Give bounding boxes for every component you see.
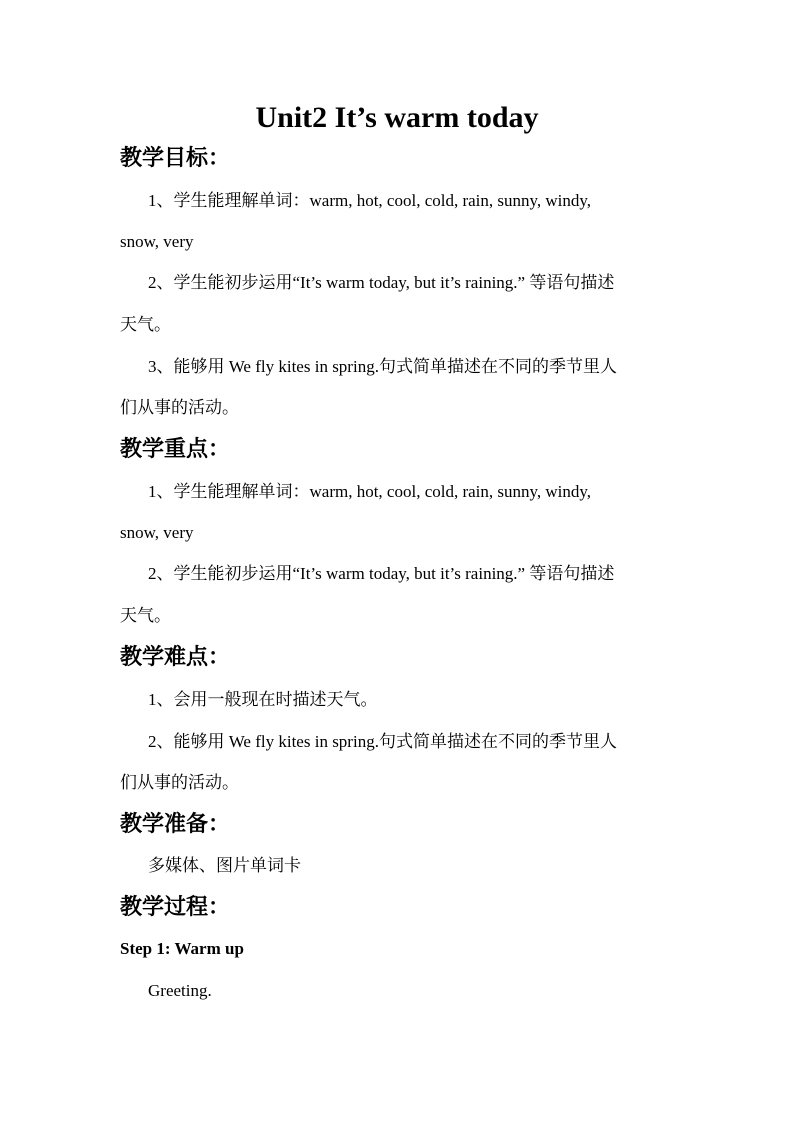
objectives-heading: 教学目标： (120, 146, 231, 171)
step1-text: Greeting. (148, 981, 212, 1000)
objective-3-line2: 们从事的活动。 (120, 398, 239, 417)
process-heading: 教学过程： (120, 895, 231, 920)
difficulty-2-line1: 2、能够用 We fly kites in spring.句式简单描述在不同的季节里人 (148, 732, 617, 751)
objective-2-line2: 天气。 (120, 315, 171, 334)
key-point-2-line2: 天气。 (120, 606, 171, 625)
key-point-1-line2: snow, very (120, 523, 194, 542)
key-points-heading: 教学重点： (120, 437, 231, 462)
difficulties-heading: 教学难点： (120, 645, 231, 670)
document-title: Unit2 It’s warm today (255, 101, 539, 134)
objective-2-line1: 2、学生能初步运用“It’s warm today, but it’s raining.” 等语句描述 (148, 273, 615, 292)
key-point-2-line1: 2、学生能初步运用“It’s warm today, but it’s raining.” 等语句描述 (148, 564, 615, 583)
objective-1-line1: 1、学生能理解单词：warm, hot, cool, cold, rain, sunny, windy, (148, 191, 592, 210)
step1-title: Step 1: Warm up (120, 939, 244, 958)
objective-1-line2: snow, very (120, 232, 194, 251)
difficulty-2-line2: 们从事的活动。 (120, 773, 239, 792)
preparation-text: 多媒体、图片单词卡 (148, 856, 301, 875)
key-point-1-line1: 1、学生能理解单词：warm, hot, cool, cold, rain, sunny, windy, (148, 482, 592, 501)
preparation-heading: 教学准备： (120, 812, 231, 837)
objective-3-line1: 3、能够用 We fly kites in spring.句式简单描述在不同的季节里人 (148, 357, 617, 376)
difficulty-1-line1: 1、会用一般现在时描述天气。 (148, 690, 378, 709)
